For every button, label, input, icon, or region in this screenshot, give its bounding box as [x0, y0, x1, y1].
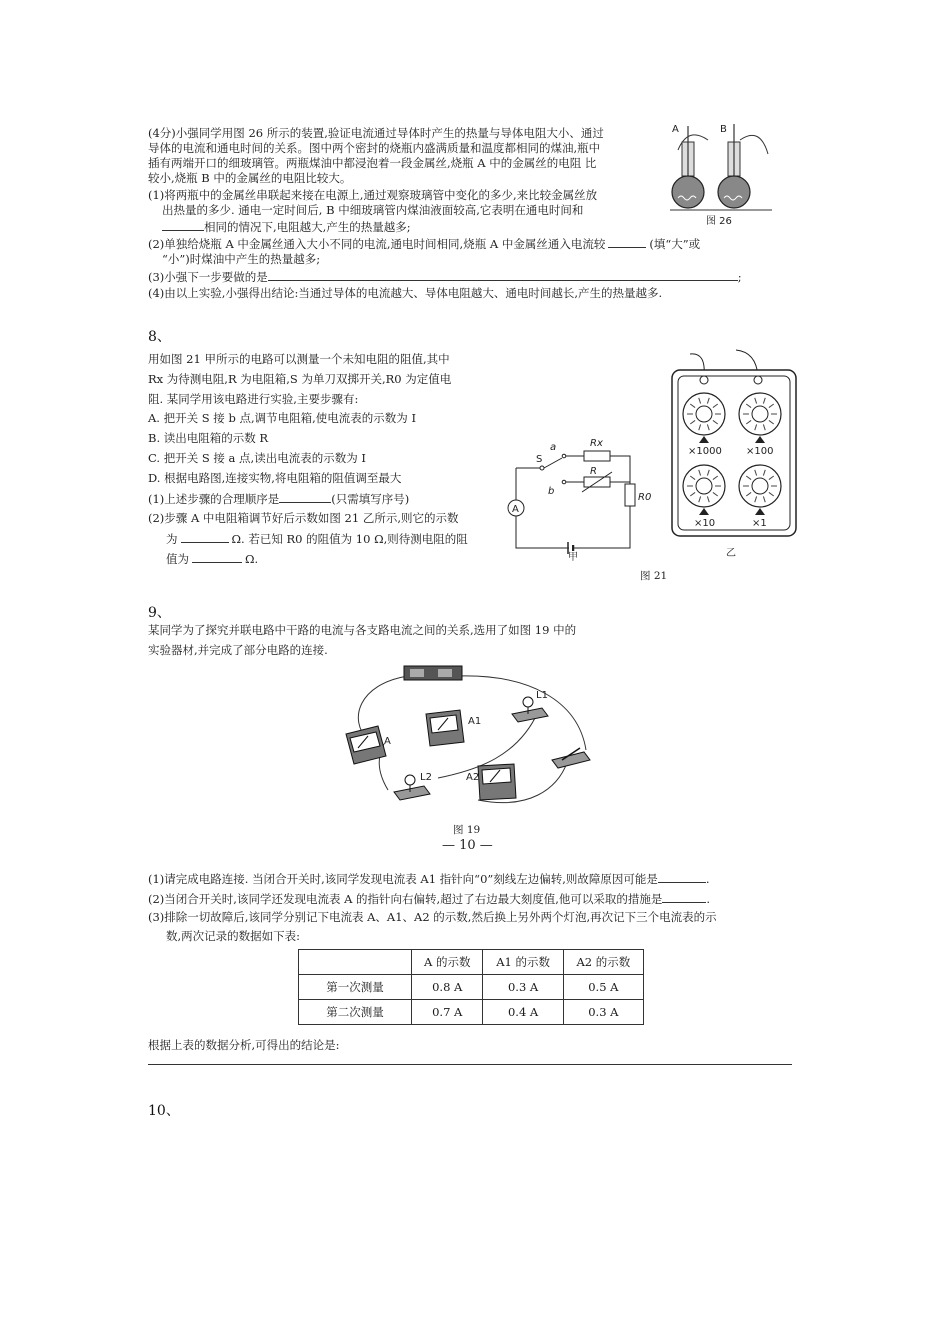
circuit-switch: [552, 748, 590, 768]
table-header-cell: A1 的示数: [483, 950, 563, 975]
ammeter-a2: [478, 764, 516, 800]
label-bulb-l2: L2: [420, 772, 432, 783]
circuit-point-b: b: [548, 486, 555, 497]
page-number: — 10 —: [442, 838, 493, 853]
resistance-box-caption: 乙: [726, 548, 736, 559]
q9-answer-blank-1[interactable]: [658, 871, 706, 883]
q8-intro-line-1: 用如图 21 甲所示的电路可以测量一个未知电阻的阻值,其中: [148, 352, 450, 366]
q9-data-table: [298, 949, 644, 1025]
question-8-number: 8、: [148, 329, 171, 345]
q7-answer-blank-2[interactable]: [608, 236, 646, 248]
figure-26-caption: 图 26: [706, 216, 732, 227]
figure-19-caption: 图 19: [453, 824, 481, 836]
q8-part2-line-2: 为 Ω. 若已知 R0 的阻值为 10 Ω,则待测电阻的阻: [166, 532, 468, 546]
q9-part3-line-2: 数,两次记录的数据如下表:: [166, 929, 301, 943]
table-cell: 第一次测量: [299, 975, 412, 1000]
q9-answer-blank-2[interactable]: [662, 891, 706, 903]
q7-answer-blank-1[interactable]: [162, 219, 204, 231]
figure-26-flasks: [668, 120, 778, 228]
table-row: [299, 975, 644, 1000]
figure-19-equipment: [328, 660, 604, 818]
q8-answer-blank-1[interactable]: [279, 491, 331, 503]
q8-answer-blank-2[interactable]: [181, 531, 229, 543]
figure-21-caption: 图 21: [640, 570, 668, 582]
q9-part3-line-1: (3)排除一切故障后,该同学分别记下电流表 A、A1、A2 的示数,然后换上另外两个灯泡,再次记下三个电流表的示: [148, 910, 717, 924]
q8-step-d: D. 根据电路图,连接实物,将电阻箱的阻值调至最大: [148, 471, 402, 485]
ammeter-a1: [426, 710, 464, 746]
table-cell: 0.4 A: [483, 1000, 563, 1025]
circuit-rx-label: Rx: [590, 438, 603, 449]
q9-intro-line-2: 实验器材,并完成了部分电路的连接.: [148, 643, 328, 657]
dial-x1-label: ×1: [752, 518, 767, 529]
q7-intro-line-2: 导体的电流和通电时间的关系。图中两个密封的烧瓶内盛满质量和温度都相同的煤油,瓶中: [148, 141, 601, 155]
dial-x1000-label: ×1000: [688, 446, 722, 457]
q8-part1: (1)上述步骤的合理顺序是 (只需填写序号): [148, 492, 410, 506]
battery-box: [404, 666, 462, 680]
figure-21-circuit: [504, 432, 652, 562]
circuit-r-label: R: [590, 466, 597, 477]
table-cell: 0.3 A: [483, 975, 563, 1000]
q7-part3: (3)小强下一步要做的是 ;: [148, 270, 742, 284]
q8-part2-line-3: 值为 Ω.: [166, 552, 259, 566]
circuit-caption: 甲: [568, 552, 578, 562]
flask-a: [672, 126, 704, 208]
q9-conclusion-prompt: 根据上表的数据分析,可得出的结论是:: [148, 1038, 340, 1052]
q8-answer-blank-3[interactable]: [192, 551, 242, 563]
question-10-number: 10、: [148, 1103, 180, 1119]
q9-part1: (1)请完成电路连接. 当闭合开关时,该同学发现电流表 A1 指针向“0”刻线左边偏转,则故障原因可能是 .: [148, 872, 710, 886]
flask-b-label: B: [720, 124, 727, 135]
table-cell: 0.7 A: [412, 1000, 483, 1025]
label-ammeter-a: A: [384, 736, 391, 747]
q8-step-a: A. 把开关 S 接 b 点,调节电阻箱,使电流表的示数为 I: [148, 411, 416, 425]
q8-intro-line-2: Rx 为待测电阻,R 为电阻箱,S 为单刀双掷开关,R0 为定值电: [148, 372, 452, 386]
table-cell: 第二次测量: [299, 1000, 412, 1025]
figure-21-resistance-box: [666, 346, 800, 562]
flask-a-label: A: [672, 124, 679, 135]
q7-answer-blank-3[interactable]: [268, 269, 738, 281]
q7-intro-line-4: 较小,烧瓶 B 中的金属丝的电阻比较大。: [148, 171, 352, 185]
q9-intro-line-1: 某同学为了探究并联电路中干路的电流与各支路电流之间的关系,选用了如图 19 中的: [148, 623, 577, 637]
q9-answer-line[interactable]: [148, 1064, 792, 1065]
table-row: [299, 1000, 644, 1025]
question-9-number: 9、: [148, 605, 171, 621]
table-header-cell: A 的示数: [412, 950, 483, 975]
q7-intro-line-1: (4分)小强同学用图 26 所示的装置,验证电流通过导体时产生的热量与导体电阻大小、通过: [148, 126, 604, 140]
q7-part2-line-1: (2)单独给烧瓶 A 中金属丝通入大小不同的电流,通电时间相同,烧瓶 A 中金属丝通入电流较 (填“大”或: [148, 237, 701, 251]
table-cell: 0.5 A: [563, 975, 643, 1000]
table-header-cell: [299, 950, 412, 975]
q8-intro-line-3: 阻. 某同学用该电路进行实验,主要步骤有:: [148, 392, 359, 406]
table-cell: 0.8 A: [412, 975, 483, 1000]
q9-part2: (2)当闭合开关时,该同学还发现电流表 A 的指针向右偏转,超过了右边最大刻度值,他可以采取的措施是 .: [148, 892, 711, 906]
table-cell: 0.3 A: [563, 1000, 643, 1025]
rx-resistor: [584, 451, 610, 461]
label-bulb-l1: L1: [536, 690, 548, 701]
circuit-ammeter-label: A: [512, 504, 519, 515]
dial-x100-label: ×100: [746, 446, 774, 457]
label-ammeter-a1: A1: [468, 716, 482, 727]
table-header-cell: A2 的示数: [563, 950, 643, 975]
q7-intro-line-3: 插有两端开口的细玻璃管。两瓶煤油中都浸泡着一段金属丝,烧瓶 A 中的金属丝的电阻 比: [148, 156, 597, 170]
q7-part2-line-2: “小”)时煤油中产生的热量越多;: [162, 252, 321, 266]
table-header-row: [299, 950, 644, 975]
q7-part4: (4)由以上实验,小强得出结论:当通过导体的电流越大、导体电阻越大、通电时间越长,产生的热量越多.: [148, 286, 663, 300]
q8-part2-line-1: (2)步骤 A 中电阻箱调节好后示数如图 21 乙所示,则它的示数: [148, 511, 459, 525]
circuit-switch-label: S: [536, 454, 543, 465]
circuit-r0-label: R0: [638, 492, 652, 503]
r0-resistor: [625, 484, 635, 506]
dial-x10-label: ×10: [694, 518, 716, 529]
q7-part1-line-3: 相同的情况下,电阻越大,产生的热量越多;: [162, 219, 411, 235]
q8-step-b: B. 读出电阻箱的示数 R: [148, 431, 269, 445]
label-ammeter-a2: A2: [466, 772, 480, 783]
circuit-point-a: a: [550, 442, 557, 453]
q7-part1-line-1: (1)将两瓶中的金属丝串联起来接在电源上,通过观察玻璃管中变化的多少,来比较金属丝放: [148, 188, 598, 202]
q8-step-c: C. 把开关 S 接 a 点,读出电流表的示数为 I: [148, 451, 366, 465]
q7-part1-line-2: 出热量的多少. 通电一定时间后, B 中细玻璃管内煤油液面较高,它表明在通电时间和: [162, 203, 584, 217]
